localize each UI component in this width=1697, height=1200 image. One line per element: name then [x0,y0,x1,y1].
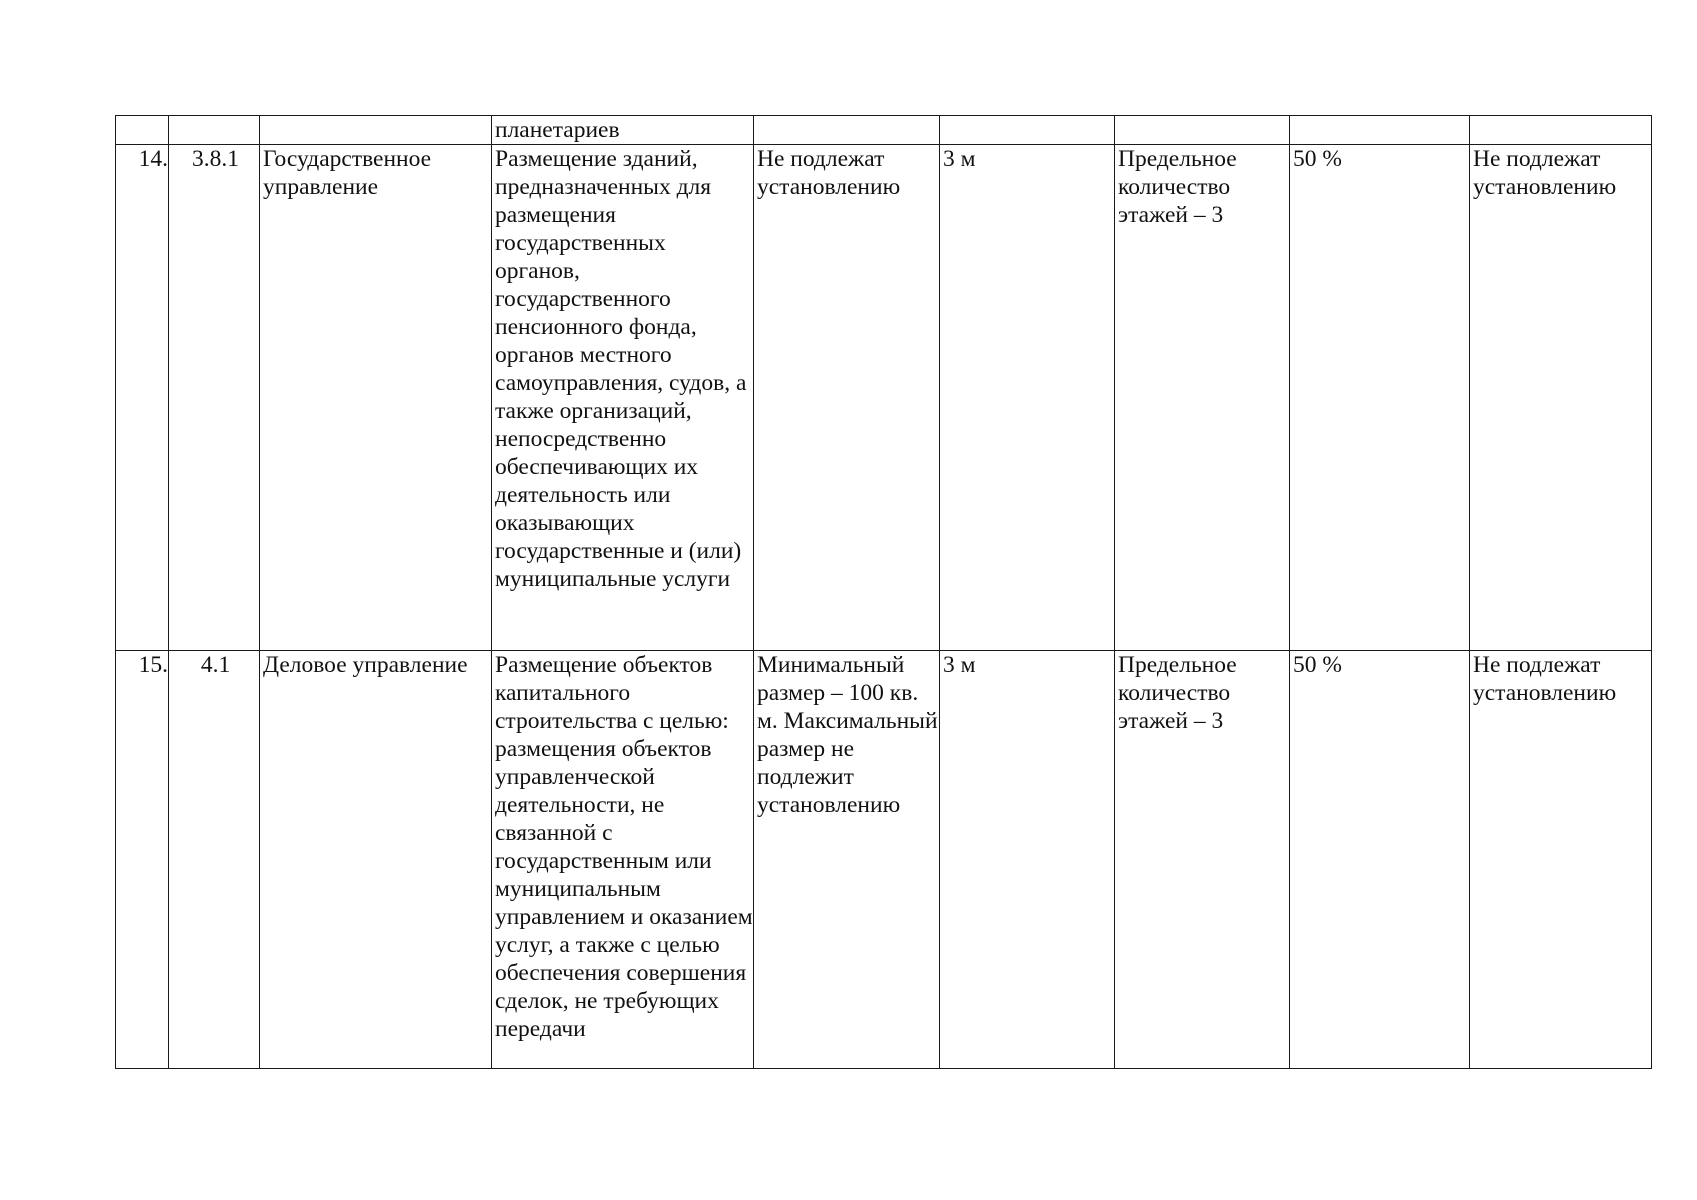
description-cell: Размещение зданий, предназначенных для размещения государственных органов, государственного пенсионного фонда, органов местного самоуправления, судов, а также организаций, непосредственно обеспечивающих их деятельность или оказывающих государственные и (или) муниципальные услуги [492,145,754,651]
floors-cell [1115,116,1290,145]
coverage-cell: 50 % [1290,145,1470,651]
coverage-cell [1290,116,1470,145]
table-row [116,145,1652,651]
row-number-cell [116,116,169,145]
floors-cell: Предельное количество этажей – 3 [1115,145,1290,651]
use-name-cell: Деловое управление [260,651,492,1069]
setback-cell: 3 м [940,651,1115,1069]
plot-size-cell: Не подлежат установлению [754,145,940,651]
other-cell: Не подлежат установлению [1470,651,1652,1069]
code-cell: 4.1 [169,651,260,1069]
use-name-cell [260,116,492,145]
description-cell: планетариев [492,116,754,145]
coverage-cell: 50 % [1290,651,1470,1069]
other-cell: Не подлежат установлению [1470,145,1652,651]
plot-size-cell: Минимальный размер – 100 кв. м. Максимальный размер не подлежит установлению [754,651,940,1069]
other-cell [1470,116,1652,145]
code-cell [169,116,260,145]
row-number-cell: 15. [116,651,169,1069]
setback-cell [940,116,1115,145]
floors-cell: Предельное количество этажей – 3 [1115,651,1290,1069]
table-row [116,651,1652,1069]
plot-size-cell [754,116,940,145]
zoning-table [115,115,1652,1069]
setback-cell: 3 м [940,145,1115,651]
use-name-cell: Государственное управление [260,145,492,651]
description-cell: Размещение объектов капитального строительства с целью: размещения объектов управленческой деятельности, не связанной с государственным или муниципальным управлением и оказанием услуг, а также с целью обеспечения совершения сделок, не требующих передачи [492,651,754,1069]
row-number-cell: 14. [116,145,169,651]
code-cell: 3.8.1 [169,145,260,651]
table-row [116,116,1652,145]
